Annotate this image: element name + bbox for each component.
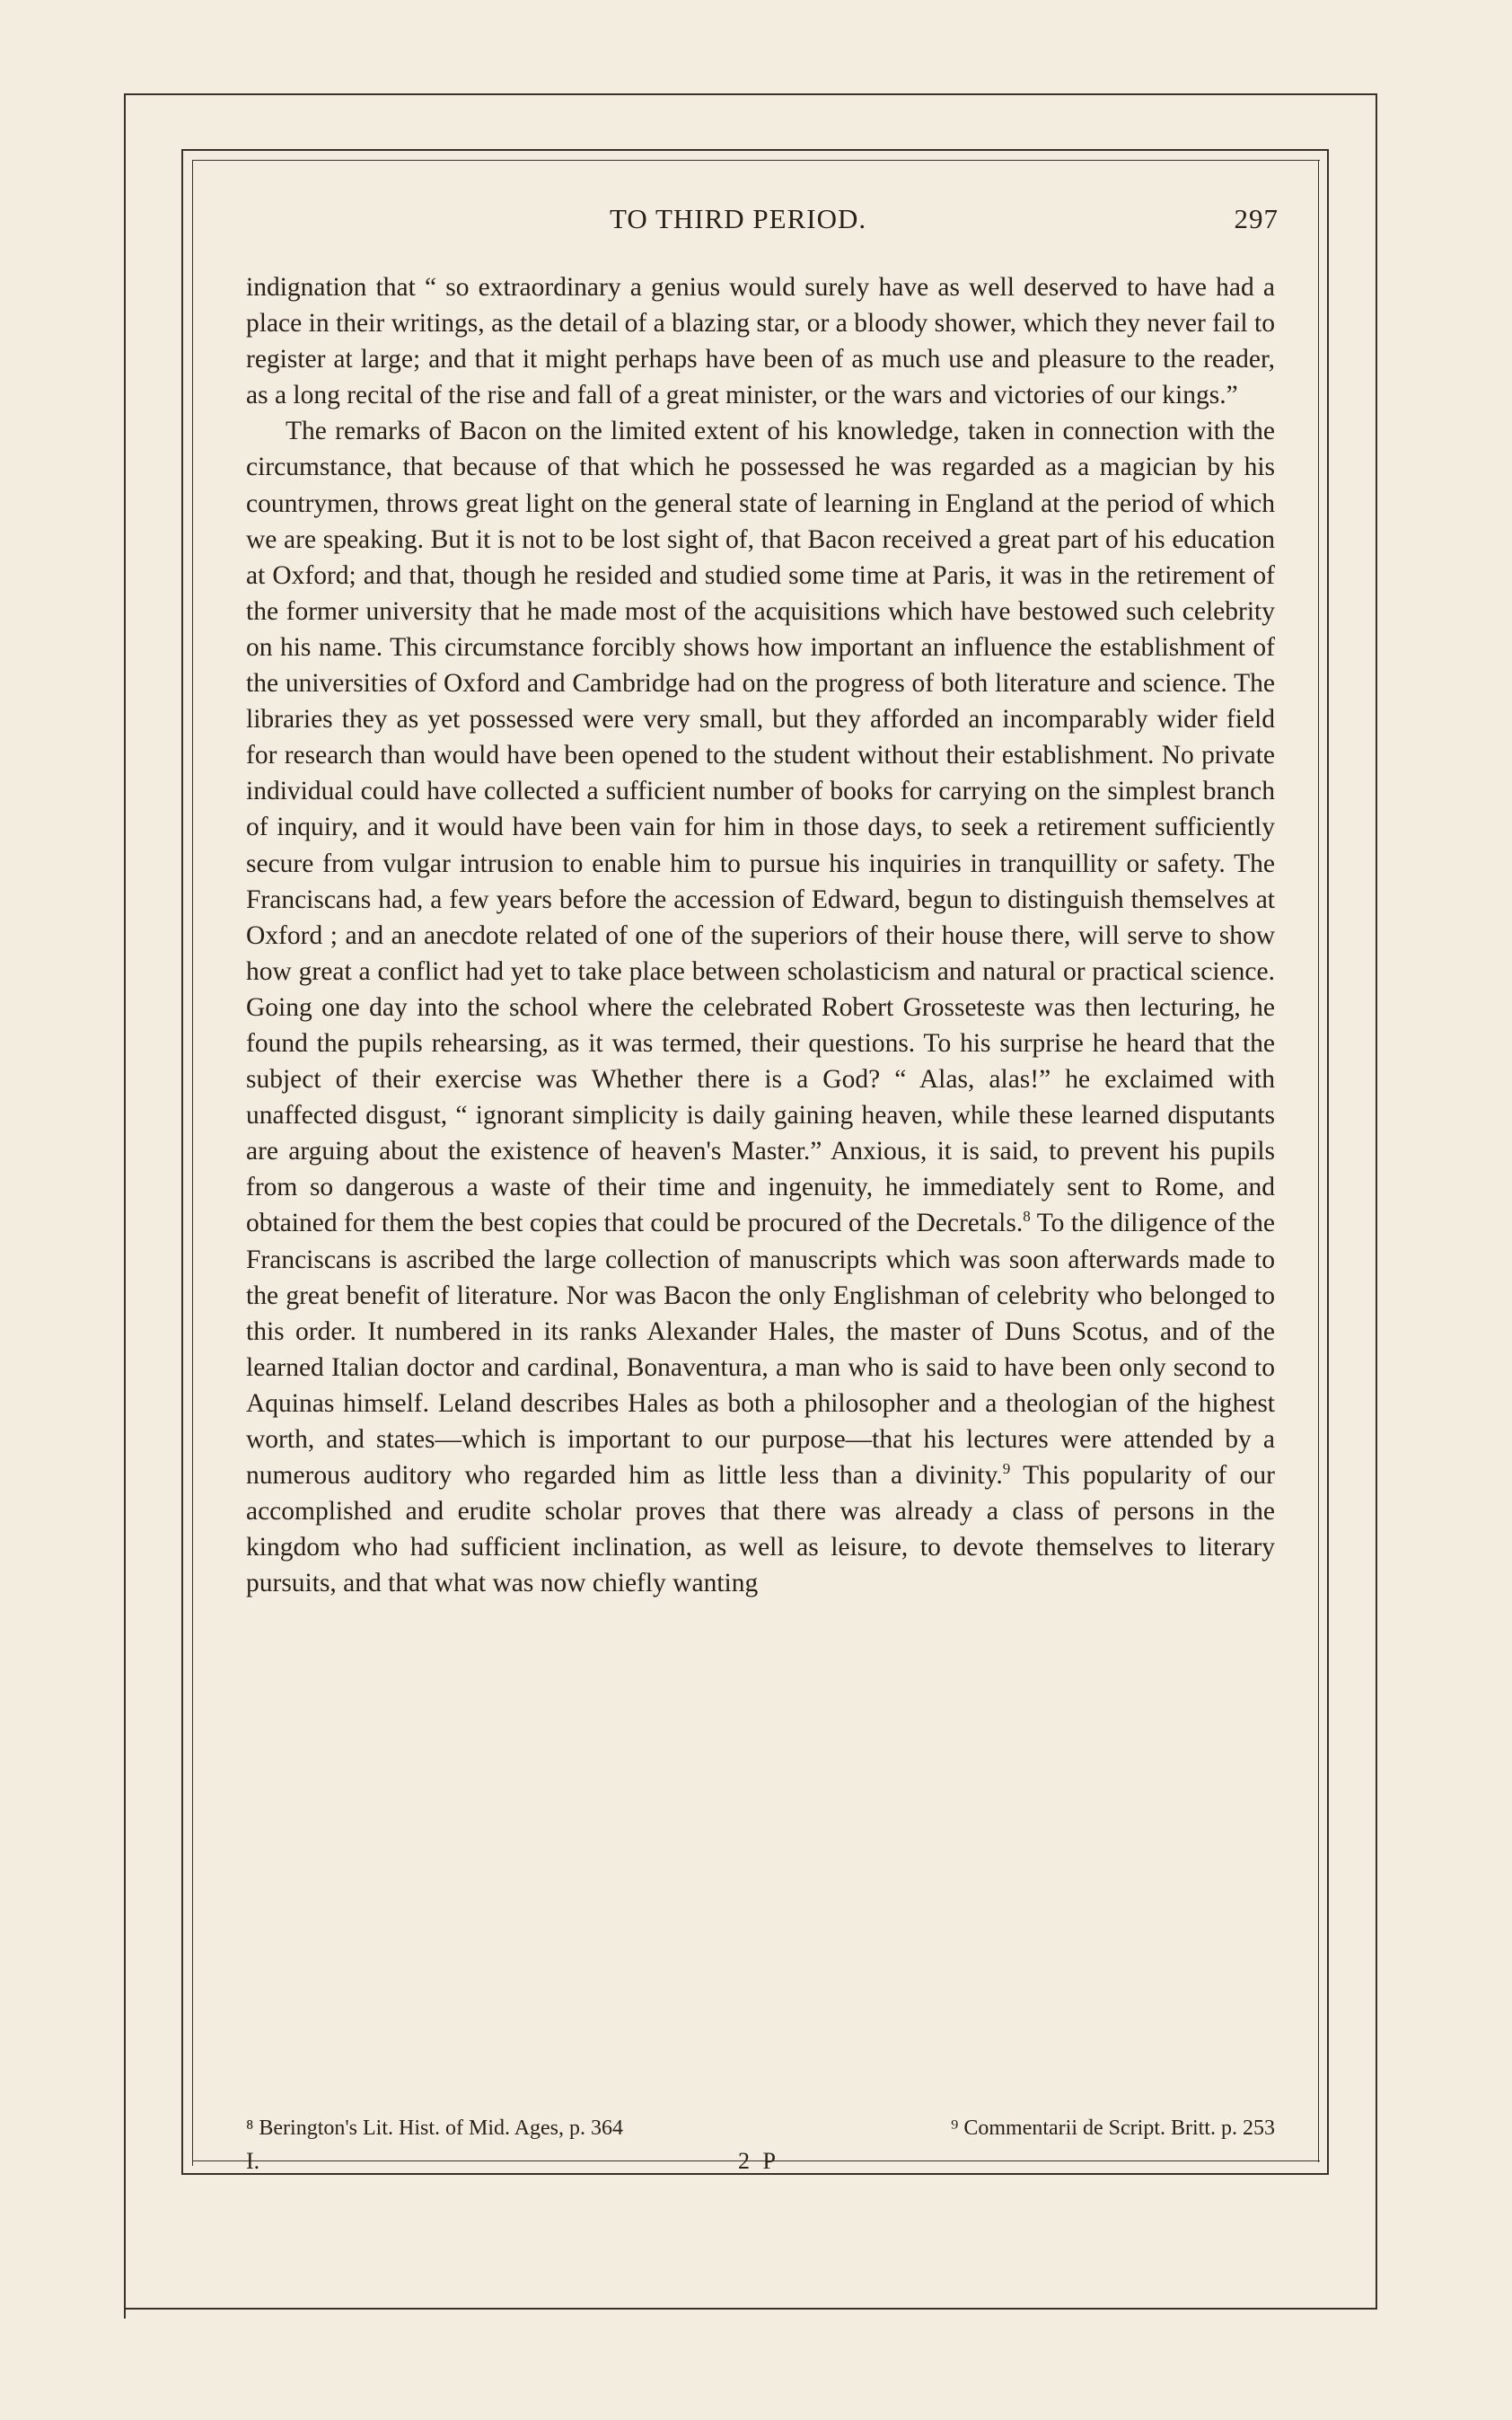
paragraph-continued: indignation that “ so extraordinary a genius would surely have as well deserved to have had a place in their writings, as the detail of a blazing star, or a bloody shower, which they never fail to register at large; and that it might perhaps have been of as much use and pleasure to the reader, as a long recital of the rise and fall of a great minister, or the wars and victories of our kings.” — [246, 273, 1275, 410]
inner-frame-left-double — [192, 160, 193, 2166]
footnote-9: ⁹ Commentarii de Script. Britt. p. 253 — [951, 2116, 1275, 2140]
running-title: TO THIRD PERIOD. — [610, 203, 867, 234]
outer-frame-bottom — [124, 2308, 1376, 2310]
inner-frame-left — [181, 149, 183, 2175]
inner-frame-right — [1327, 149, 1329, 2175]
inner-frame-top-double — [192, 160, 1320, 161]
footnote-ref-8: 8 — [1023, 1208, 1031, 1226]
footnote-ref-9: 9 — [1002, 1460, 1011, 1478]
outer-frame-left — [124, 93, 126, 2319]
volume-mark: I. — [246, 2148, 260, 2174]
outer-frame-right — [1376, 93, 1377, 2310]
body-text — [246, 269, 1275, 1601]
inner-frame-right-double — [1318, 160, 1319, 2162]
paragraph-text-part: To the diligence of the Franciscans is ascribed the large collection of manuscripts which was soon afterwards made to the great benefit of literature. Nor was Bacon the only Englishman of celebrity who belonged to this order. It numbered in its ranks Alexander Hales, the master of Duns Scotus, and of the learned Italian doctor and cardinal, Bonaventura, a man who is said to have been only second to Aquinas himself. Leland describes Hales as both a philosopher and a theologian of the highest worth, and states—which is important to our purpose—that his lectures were attended by a numerous auditory who regarded him as little less than a divinity. — [246, 1209, 1276, 1491]
inner-frame-top — [181, 149, 1329, 151]
outer-frame-top — [124, 93, 1376, 95]
paragraph-main — [246, 413, 1275, 1601]
paragraph-text-part: This popularity of our accomplished and erudite scholar proves that there was already a class of persons in the kingdom who had sufficient inclination, as well as leisure, to devote themselves to literary pursuits, and that what was now chiefly wanting — [246, 1461, 1275, 1598]
paragraph-text-part: The remarks of Bacon on the limited extent of his knowledge, taken in connection with the circumstance, that because of that which he possessed he was regarded as a magician by his countrymen, throws great light on the general state of learning in England at the period of which we are speaking. But it is not to be lost sight of, that Bacon received a great part of his education at Oxford; and that, though he resided and studied some time at Paris, it was in the retirement of the former university that he made most of the acquisitions which have bestowed such celebrity on his name. This circumstance forcibly shows how important an influence the establishment of the universities of Oxford and Cambridge had on the progress of both literature and science. The libraries they as yet possessed were very small, but they afforded an incomparably wider field for research than would have been opened to the student without their establishment. No private individual could have collected a sufficient number of books for carrying on the simplest branch of inquiry, and it would have been vain for him in those days, to seek a retirement sufficiently secure from vulgar intrusion to enable him to pursue his inquiries in tranquillity or safety. The Franciscans had, a few years before the accession of Edward, begun to distinguish themselves at Oxford ; and an anecdote related of one of the superiors of their house there, will serve to show how great a conflict had yet to take place between scholasticism and natural or practical science. Going one day into the school where the celebrated Robert Grosseteste was then lecturing, he found the pupils rehearsing, as it was termed, their questions. To his surprise he heard that the subject of their exercise was Whether there is a God? “ Alas, alas!” he exclaimed with unaffected disgust, “ ignorant simplicity is daily gaining heaven, while these learned disputants are arguing about the existence of heaven's Master.” Anxious, it is said, to prevent his pupils from so dangerous a waste of their time and ingenuity, he immediately sent to Rome, and obtained for them the best copies that could be procured of the Decretals. — [246, 417, 1275, 1238]
signature-mark: 2 P — [738, 2148, 779, 2174]
running-head — [246, 203, 1279, 242]
footnote-8: ⁸ Berington's Lit. Hist. of Mid. Ages, p. 364 — [246, 2116, 624, 2140]
page-number: 297 — [1234, 203, 1279, 234]
